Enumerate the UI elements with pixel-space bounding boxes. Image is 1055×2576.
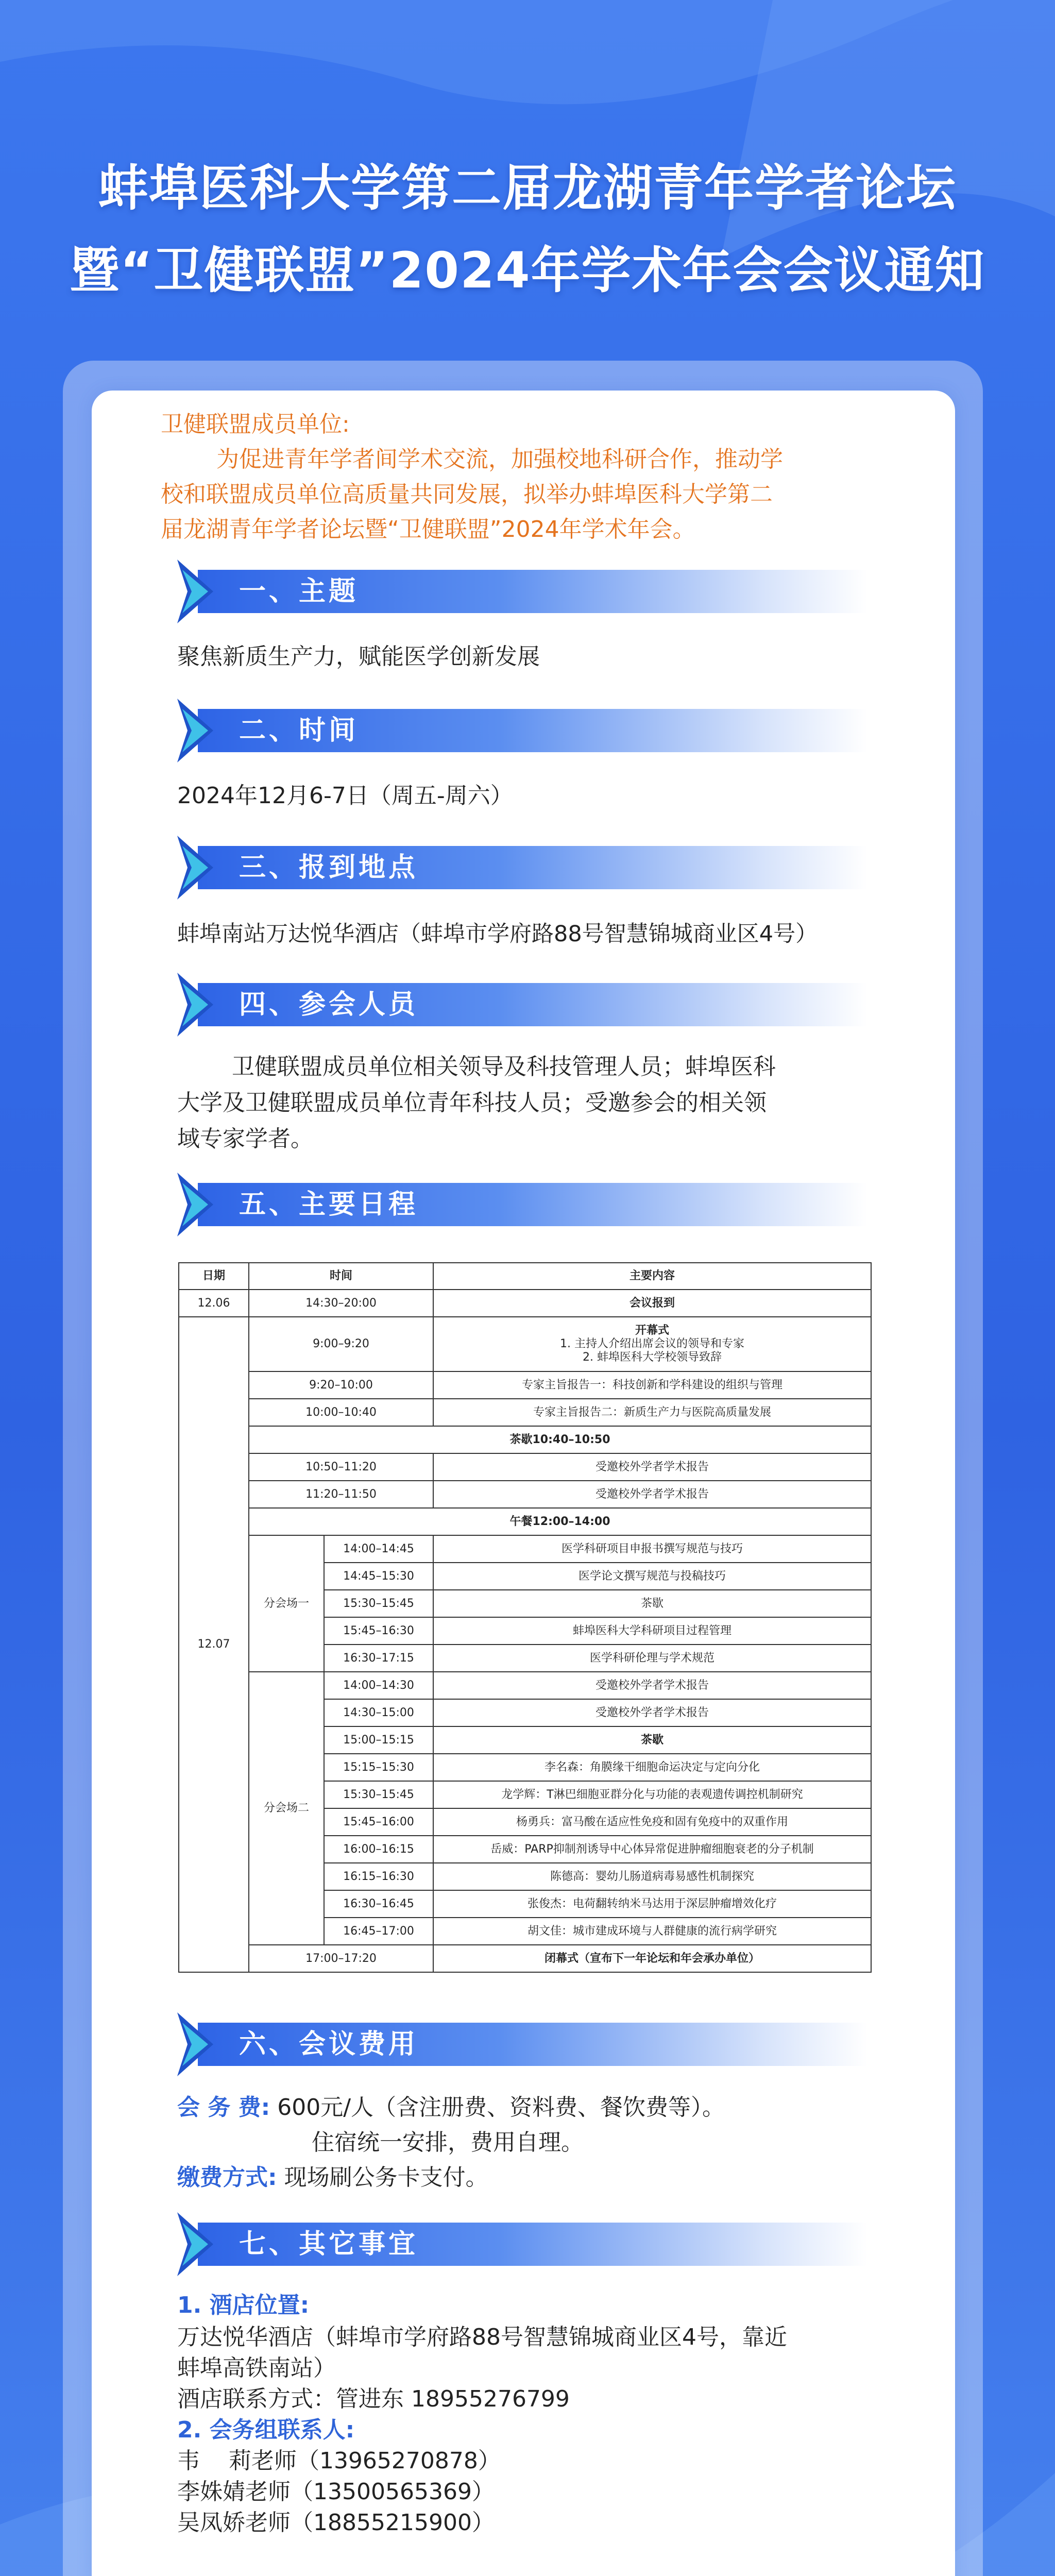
cell-content: 专家主旨报告二：新质生产力与医院高质量发展 — [433, 1399, 871, 1426]
fee-value: 600元/人（含注册费、资料费、餐饮费等）。 — [277, 2094, 725, 2121]
page-title — [0, 147, 1055, 312]
header-time: 时间 — [249, 1263, 433, 1290]
table-row — [179, 1672, 871, 1699]
header-date: 日期 — [179, 1263, 249, 1290]
section-label: 七、其它事宜 — [239, 2229, 419, 2260]
hotel-heading: 1. 酒店位置: — [177, 2292, 310, 2318]
salutation: 卫健联盟成员单位: — [161, 411, 350, 437]
cell-content: 茶歇 — [433, 1726, 871, 1754]
contact-3: 吴凤娇老师（18855215900） — [177, 2510, 495, 2536]
cell-time: 16:45–17:00 — [324, 1918, 433, 1945]
fee-value-2: 住宿统一安排，费用自理。 — [312, 2129, 584, 2156]
cell-content: 医学科研项目申报书撰写规范与技巧 — [433, 1535, 871, 1563]
cell-time: 15:45–16:30 — [324, 1617, 433, 1645]
cell-content: 胡文佳：城市建成环境与人群健康的流行病学研究 — [433, 1918, 871, 1945]
table-row — [179, 1945, 871, 1972]
section-label: 二、时间 — [239, 715, 359, 746]
cell-content: 受邀校外学者学术报告 — [433, 1453, 871, 1481]
cell-time: 15:00–15:15 — [324, 1726, 433, 1754]
cell-content: 茶歇 — [433, 1590, 871, 1617]
cell-venue: 分会场二 — [249, 1672, 324, 1945]
opening-item-2: 2. 蚌埠医科大学校领导致辞 — [583, 1351, 722, 1364]
arrow-icon — [177, 699, 224, 762]
cell-content: 岳威：PARP抑制剂诱导中心体异常促进肿瘤细胞衰老的分子机制 — [433, 1836, 871, 1863]
hotel-line-1: 万达悦华酒店（蚌埠市学府路88号智慧锦城商业区4号，靠近 — [177, 2324, 787, 2350]
cell-content: 龙学辉：T淋巴细胞亚群分化与功能的表观遗传调控机制研究 — [433, 1781, 871, 1808]
section-header-other — [177, 2219, 867, 2269]
intro-line-2: 校和联盟成员单位高质量共同发展，拟举办蚌埠医科大学第二 — [161, 481, 773, 507]
cell-content: 张俊杰：电荷翻转纳米马达用于深层肿瘤增效化疗 — [433, 1890, 871, 1918]
cell-time: 10:50–11:20 — [249, 1453, 433, 1481]
table-row — [179, 1453, 871, 1481]
cell-time: 14:00–14:45 — [324, 1535, 433, 1563]
attendees-line-1: 卫健联盟成员单位相关领导及科技管理人员；蚌埠医科 — [232, 1054, 776, 1080]
cell-time: 14:30–20:00 — [249, 1290, 433, 1317]
cell-time: 17:00–17:20 — [249, 1945, 433, 1972]
cell-content: 受邀校外学者学术报告 — [433, 1481, 871, 1508]
cell-venue: 分会场一 — [249, 1535, 324, 1672]
cell-content — [433, 1317, 871, 1371]
cell-time: 14:30–15:00 — [324, 1699, 433, 1726]
cell-date: 12.07 — [179, 1317, 249, 1972]
section-label: 四、参会人员 — [239, 989, 419, 1020]
section-label: 一、主题 — [239, 576, 359, 607]
section-header-theme — [177, 567, 867, 616]
cell-content: 受邀校外学者学术报告 — [433, 1672, 871, 1699]
cell-time: 11:20–11:50 — [249, 1481, 433, 1508]
title-line-1: 蚌埠医科大学第二届龙湖青年学者论坛 — [98, 159, 957, 217]
schedule-table — [178, 1262, 872, 1973]
contact-1: 韦 莉老师（13965270878） — [177, 2448, 501, 2474]
section-header-fees — [177, 2020, 867, 2069]
hotel-contact: 酒店联系方式：管进东 18955276799 — [177, 2386, 570, 2412]
table-row — [179, 1508, 871, 1535]
time-text: 2024年12月6-7日（周五-周六） — [177, 783, 513, 809]
contact-heading: 2. 会务组联系人: — [177, 2417, 355, 2443]
arrow-icon — [177, 560, 224, 623]
cell-content: 李名森：角膜缘干细胞命运决定与定向分化 — [433, 1754, 871, 1781]
cell-time: 10:00–10:40 — [249, 1399, 433, 1426]
section-label: 五、主要日程 — [239, 1189, 419, 1220]
location-text: 蚌埠南站万达悦华酒店（蚌埠市学府路88号智慧锦城商业区4号） — [177, 921, 818, 947]
fee-key: 会 务 费: — [177, 2094, 270, 2121]
cell-time: 16:30–16:45 — [324, 1890, 433, 1918]
cell-content: 蚌埠医科大学科研项目过程管理 — [433, 1617, 871, 1645]
cell-content: 受邀校外学者学术报告 — [433, 1699, 871, 1726]
section-label: 三、报到地点 — [239, 852, 419, 883]
table-row — [179, 1290, 871, 1317]
cell-time: 15:30–15:45 — [324, 1781, 433, 1808]
section-label: 六、会议费用 — [239, 2029, 419, 2060]
intro-line-3: 届龙湖青年学者论坛暨“卫健联盟”2024年学术年会。 — [161, 516, 695, 543]
intro-line-1: 为促进青年学者间学术交流，加强校地科研合作，推动学 — [216, 446, 783, 472]
section-header-attendees — [177, 980, 867, 1029]
table-row — [179, 1317, 871, 1371]
cell-content: 医学科研伦理与学术规范 — [433, 1645, 871, 1672]
pay-value: 现场刷公务卡支付。 — [284, 2164, 488, 2191]
arrow-icon — [177, 2212, 224, 2276]
cell-content: 闭幕式（宣布下一年论坛和年会承办单位） — [433, 1945, 871, 1972]
cell-time: 14:00–14:30 — [324, 1672, 433, 1699]
attendees-line-3: 域专家学者。 — [177, 1126, 313, 1152]
pay-key: 缴费方式: — [177, 2164, 277, 2191]
hotel-line-2: 蚌埠高铁南站） — [177, 2355, 336, 2381]
cell-content: 专家主旨报告一：科技创新和学科建设的组织与管理 — [433, 1371, 871, 1399]
cell-time: 15:30–15:45 — [324, 1590, 433, 1617]
fee-row — [177, 2090, 725, 2126]
theme-text: 聚焦新质生产力，赋能医学创新发展 — [177, 643, 540, 670]
arrow-icon — [177, 973, 224, 1037]
attendees-line-2: 大学及卫健联盟成员单位青年科技人员；受邀参会的相关领 — [177, 1090, 767, 1116]
title-line-2: 暨“卫健联盟”2024年学术年会会议通知 — [70, 242, 985, 299]
table-row — [179, 1535, 871, 1563]
table-row — [179, 1371, 871, 1399]
table-row — [179, 1426, 871, 1453]
arrow-icon — [177, 836, 224, 900]
cell-content: 杨勇兵：富马酸在适应性免疫和固有免疫中的双重作用 — [433, 1808, 871, 1836]
section-header-time — [177, 706, 867, 755]
arrow-icon — [177, 2012, 224, 2076]
contact-2: 李姝婧老师（13500565369） — [177, 2479, 495, 2505]
cell-content: 陈德高：婴幼儿肠道病毒易感性机制探究 — [433, 1863, 871, 1890]
cell-date: 12.06 — [179, 1290, 249, 1317]
arrow-icon — [177, 1173, 224, 1236]
cell-time: 16:00–16:15 — [324, 1836, 433, 1863]
cell-break: 茶歇10:40–10:50 — [249, 1426, 871, 1453]
table-row — [179, 1481, 871, 1508]
cell-content: 会议报到 — [433, 1290, 871, 1317]
table-row — [179, 1399, 871, 1426]
cell-time: 15:15–15:30 — [324, 1754, 433, 1781]
section-header-schedule — [177, 1180, 867, 1229]
cell-time: 15:45–16:00 — [324, 1808, 433, 1836]
cell-time: 9:00–9:20 — [249, 1317, 433, 1371]
cell-time: 9:20–10:00 — [249, 1371, 433, 1399]
cell-time: 16:30–17:15 — [324, 1645, 433, 1672]
header-content: 主要内容 — [433, 1263, 871, 1290]
opening-item-1: 1. 主持人介绍出席会议的领导和专家 — [560, 1337, 745, 1350]
cell-content: 医学论文撰写规范与投稿技巧 — [433, 1563, 871, 1590]
opening-title: 开幕式 — [635, 1324, 670, 1337]
section-header-location — [177, 843, 867, 892]
pay-row — [177, 2160, 488, 2196]
signature-org — [649, 2571, 835, 2576]
cell-time: 14:45–15:30 — [324, 1563, 433, 1590]
table-header-row — [179, 1263, 871, 1290]
cell-break: 午餐12:00–14:00 — [249, 1508, 871, 1535]
cell-time: 16:15–16:30 — [324, 1863, 433, 1890]
